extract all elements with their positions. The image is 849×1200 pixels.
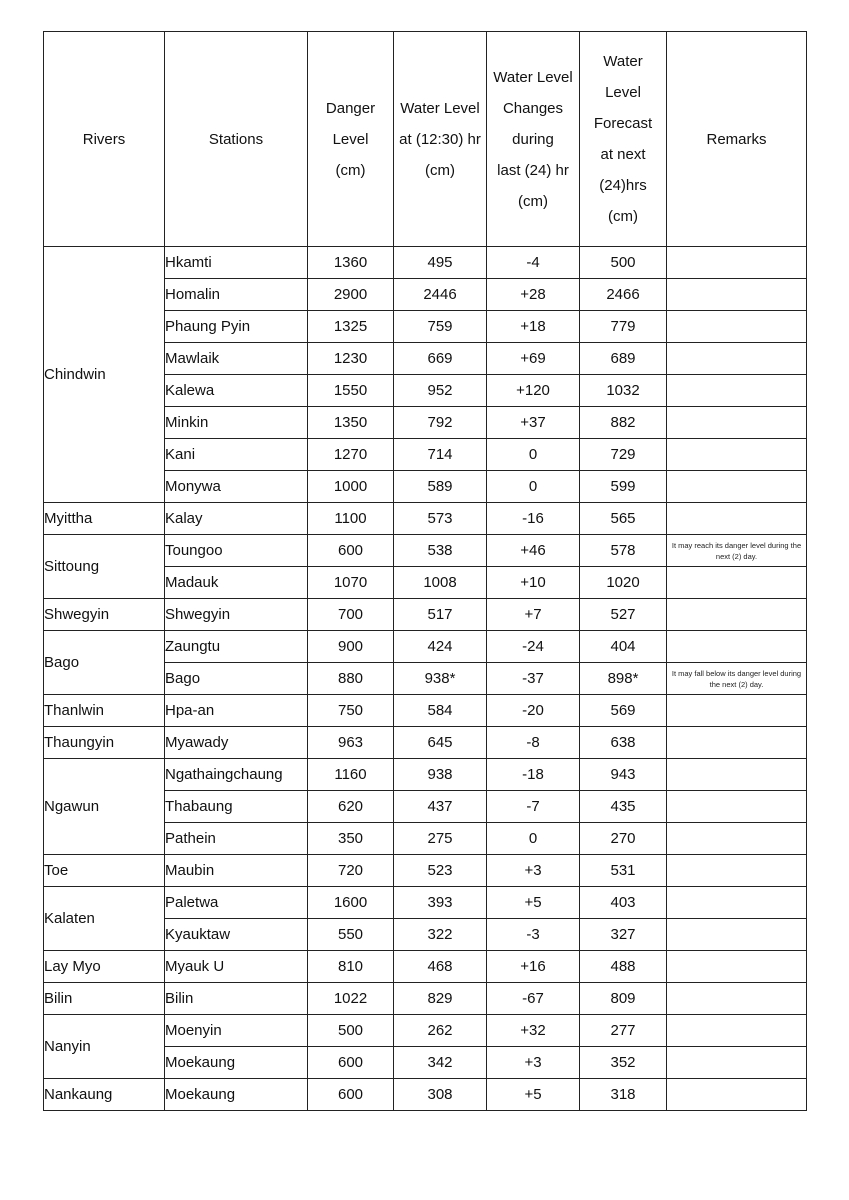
station-cell: Zaungtu: [165, 631, 308, 663]
forecast-cell: 531: [580, 855, 667, 887]
change-cell: 0: [487, 471, 580, 503]
station-cell: Moenyin: [165, 1015, 308, 1047]
station-cell: Shwegyin: [165, 599, 308, 631]
remark-cell: It may reach its danger level during the next (2) day.: [667, 535, 807, 567]
remark-cell: [667, 1047, 807, 1079]
danger-level-cell: 880: [308, 663, 394, 695]
remark-cell: [667, 311, 807, 343]
danger-level-cell: 1230: [308, 343, 394, 375]
header-line: Forecast: [593, 115, 653, 132]
current-level-cell: 1008: [394, 567, 487, 599]
remark-cell: [667, 599, 807, 631]
header-line: at (12:30) hr: [399, 130, 481, 148]
header-row: [44, 32, 807, 247]
header-line: last (24) hr: [497, 161, 569, 179]
header-line: at next: [600, 146, 646, 163]
current-level-cell: 669: [394, 343, 487, 375]
danger-level-cell: 900: [308, 631, 394, 663]
change-cell: -24: [487, 631, 580, 663]
remark-cell: [667, 439, 807, 471]
remark-cell: [667, 375, 807, 407]
forecast-cell: 500: [580, 247, 667, 279]
current-level-cell: 275: [394, 823, 487, 855]
station-cell: Monywa: [165, 471, 308, 503]
river-cell: Sittoung: [44, 535, 165, 599]
station-cell: Kyauktaw: [165, 919, 308, 951]
change-cell: +46: [487, 535, 580, 567]
change-cell: 0: [487, 823, 580, 855]
change-cell: +5: [487, 1079, 580, 1111]
danger-level-cell: 1600: [308, 887, 394, 919]
forecast-cell: 435: [580, 791, 667, 823]
river-cell: Shwegyin: [44, 599, 165, 631]
danger-level-cell: 600: [308, 1047, 394, 1079]
station-cell: Moekaung: [165, 1079, 308, 1111]
forecast-cell: 318: [580, 1079, 667, 1111]
table-row: [44, 535, 807, 567]
station-cell: Phaung Pyin: [165, 311, 308, 343]
forecast-cell: 898*: [580, 663, 667, 695]
danger-level-cell: 600: [308, 535, 394, 567]
current-level-cell: 437: [394, 791, 487, 823]
header-current-level: [394, 32, 487, 247]
remark-cell: [667, 1015, 807, 1047]
river-cell: Thaungyin: [44, 727, 165, 759]
station-cell: Pathein: [165, 823, 308, 855]
current-level-cell: 523: [394, 855, 487, 887]
forecast-cell: 2466: [580, 279, 667, 311]
current-level-cell: 308: [394, 1079, 487, 1111]
danger-level-cell: 500: [308, 1015, 394, 1047]
station-cell: Madauk: [165, 567, 308, 599]
danger-level-cell: 700: [308, 599, 394, 631]
header-forecast: [580, 32, 667, 247]
table-row: [44, 247, 807, 279]
station-cell: Bago: [165, 663, 308, 695]
current-level-cell: 759: [394, 311, 487, 343]
river-cell: Nanyin: [44, 1015, 165, 1079]
remark-cell: [667, 343, 807, 375]
river-cell: Thanlwin: [44, 695, 165, 727]
change-cell: +7: [487, 599, 580, 631]
current-level-cell: 589: [394, 471, 487, 503]
forecast-cell: 404: [580, 631, 667, 663]
current-level-cell: 829: [394, 983, 487, 1015]
forecast-cell: 689: [580, 343, 667, 375]
station-cell: Thabaung: [165, 791, 308, 823]
header-line: Water Level: [400, 99, 480, 117]
remark-cell: [667, 279, 807, 311]
header-change: [487, 32, 580, 247]
remark-cell: [667, 983, 807, 1015]
current-level-cell: 342: [394, 1047, 487, 1079]
header-line: Danger: [325, 99, 376, 117]
current-level-cell: 538: [394, 535, 487, 567]
change-cell: +3: [487, 855, 580, 887]
table-row: [44, 727, 807, 759]
forecast-cell: 527: [580, 599, 667, 631]
current-level-cell: 792: [394, 407, 487, 439]
station-cell: Ngathaingchaung: [165, 759, 308, 791]
current-level-cell: 424: [394, 631, 487, 663]
river-cell: Bago: [44, 631, 165, 695]
change-cell: +18: [487, 311, 580, 343]
remark-cell: [667, 791, 807, 823]
current-level-cell: 322: [394, 919, 487, 951]
forecast-cell: 1032: [580, 375, 667, 407]
station-cell: Myawady: [165, 727, 308, 759]
station-cell: Hkamti: [165, 247, 308, 279]
river-cell: Chindwin: [44, 247, 165, 503]
station-cell: Kalewa: [165, 375, 308, 407]
header-rivers: Rivers: [44, 32, 165, 247]
table-row: [44, 1079, 807, 1111]
current-level-cell: 468: [394, 951, 487, 983]
forecast-cell: 403: [580, 887, 667, 919]
current-level-cell: 393: [394, 887, 487, 919]
forecast-cell: 1020: [580, 567, 667, 599]
current-level-cell: 952: [394, 375, 487, 407]
station-cell: Mawlaik: [165, 343, 308, 375]
danger-level-cell: 810: [308, 951, 394, 983]
change-cell: -7: [487, 791, 580, 823]
change-cell: +10: [487, 567, 580, 599]
change-cell: -8: [487, 727, 580, 759]
forecast-cell: 569: [580, 695, 667, 727]
table-row: [44, 759, 807, 791]
danger-level-cell: 620: [308, 791, 394, 823]
danger-level-cell: 1550: [308, 375, 394, 407]
change-cell: -16: [487, 503, 580, 535]
current-level-cell: 262: [394, 1015, 487, 1047]
danger-level-cell: 1270: [308, 439, 394, 471]
header-danger-level: [308, 32, 394, 247]
forecast-cell: 565: [580, 503, 667, 535]
danger-level-cell: 1022: [308, 983, 394, 1015]
current-level-cell: 645: [394, 727, 487, 759]
remark-cell: [667, 503, 807, 535]
danger-level-cell: 1000: [308, 471, 394, 503]
station-cell: Toungoo: [165, 535, 308, 567]
remark-cell: [667, 471, 807, 503]
current-level-cell: 573: [394, 503, 487, 535]
station-cell: Hpa-an: [165, 695, 308, 727]
remark-cell: It may fall below its danger level during the next (2) day.: [667, 663, 807, 695]
remark-cell: [667, 887, 807, 919]
danger-level-cell: 1360: [308, 247, 394, 279]
table-row: [44, 855, 807, 887]
current-level-cell: 714: [394, 439, 487, 471]
forecast-cell: 578: [580, 535, 667, 567]
header-line: Level: [605, 84, 641, 101]
table-body: [44, 247, 807, 1111]
forecast-cell: 277: [580, 1015, 667, 1047]
remark-cell: [667, 407, 807, 439]
header-stations: Stations: [165, 32, 308, 247]
change-cell: +3: [487, 1047, 580, 1079]
forecast-cell: 488: [580, 951, 667, 983]
danger-level-cell: 1325: [308, 311, 394, 343]
forecast-cell: 779: [580, 311, 667, 343]
remark-cell: [667, 631, 807, 663]
current-level-cell: 2446: [394, 279, 487, 311]
table-row: [44, 1015, 807, 1047]
danger-level-cell: 350: [308, 823, 394, 855]
current-level-cell: 938: [394, 759, 487, 791]
table-row: [44, 951, 807, 983]
header-line: (24)hrs: [599, 177, 647, 194]
current-level-cell: 517: [394, 599, 487, 631]
change-cell: -18: [487, 759, 580, 791]
change-cell: +28: [487, 279, 580, 311]
danger-level-cell: 2900: [308, 279, 394, 311]
forecast-cell: 809: [580, 983, 667, 1015]
river-cell: Bilin: [44, 983, 165, 1015]
danger-level-cell: 750: [308, 695, 394, 727]
current-level-cell: 938*: [394, 663, 487, 695]
danger-level-cell: 1160: [308, 759, 394, 791]
remark-cell: [667, 855, 807, 887]
river-cell: Ngawun: [44, 759, 165, 855]
station-cell: Moekaung: [165, 1047, 308, 1079]
table-row: [44, 599, 807, 631]
remark-cell: [667, 1079, 807, 1111]
change-cell: -20: [487, 695, 580, 727]
station-cell: Bilin: [165, 983, 308, 1015]
danger-level-cell: 720: [308, 855, 394, 887]
header-line: Level: [332, 130, 369, 148]
station-cell: Maubin: [165, 855, 308, 887]
danger-level-cell: 1070: [308, 567, 394, 599]
remark-cell: [667, 567, 807, 599]
danger-level-cell: 1350: [308, 407, 394, 439]
forecast-cell: 882: [580, 407, 667, 439]
change-cell: +120: [487, 375, 580, 407]
header-remarks: Remarks: [667, 32, 807, 247]
river-cell: Kalaten: [44, 887, 165, 951]
current-level-cell: 495: [394, 247, 487, 279]
change-cell: +16: [487, 951, 580, 983]
remark-cell: [667, 695, 807, 727]
header-line: (cm): [518, 192, 548, 210]
current-level-cell: 584: [394, 695, 487, 727]
header-line: during: [512, 130, 554, 148]
change-cell: -67: [487, 983, 580, 1015]
table-row: [44, 503, 807, 535]
station-cell: Kani: [165, 439, 308, 471]
river-cell: Lay Myo: [44, 951, 165, 983]
header-line: Water: [603, 53, 643, 70]
table-row: [44, 631, 807, 663]
header-line: (cm): [335, 161, 366, 179]
station-cell: Kalay: [165, 503, 308, 535]
change-cell: 0: [487, 439, 580, 471]
remark-cell: [667, 919, 807, 951]
table-row: [44, 887, 807, 919]
danger-level-cell: 550: [308, 919, 394, 951]
river-cell: Toe: [44, 855, 165, 887]
change-cell: +32: [487, 1015, 580, 1047]
remark-cell: [667, 759, 807, 791]
river-cell: Nankaung: [44, 1079, 165, 1111]
station-cell: Paletwa: [165, 887, 308, 919]
remark-cell: [667, 951, 807, 983]
header-line: Changes: [502, 99, 564, 117]
river-cell: Myittha: [44, 503, 165, 535]
station-cell: Homalin: [165, 279, 308, 311]
river-water-level-table: [43, 31, 807, 1111]
forecast-cell: 943: [580, 759, 667, 791]
change-cell: -4: [487, 247, 580, 279]
remark-cell: [667, 823, 807, 855]
header-line: Water Level: [493, 68, 573, 86]
danger-level-cell: 600: [308, 1079, 394, 1111]
change-cell: -37: [487, 663, 580, 695]
forecast-cell: 327: [580, 919, 667, 951]
forecast-cell: 638: [580, 727, 667, 759]
remark-cell: [667, 247, 807, 279]
change-cell: +37: [487, 407, 580, 439]
header-line: (cm): [608, 208, 638, 225]
table-row: [44, 695, 807, 727]
danger-level-cell: 1100: [308, 503, 394, 535]
forecast-cell: 729: [580, 439, 667, 471]
change-cell: +69: [487, 343, 580, 375]
forecast-cell: 599: [580, 471, 667, 503]
change-cell: +5: [487, 887, 580, 919]
remark-cell: [667, 727, 807, 759]
forecast-cell: 270: [580, 823, 667, 855]
forecast-cell: 352: [580, 1047, 667, 1079]
station-cell: Myauk U: [165, 951, 308, 983]
table-row: [44, 983, 807, 1015]
change-cell: -3: [487, 919, 580, 951]
header-line: (cm): [425, 161, 455, 179]
danger-level-cell: 963: [308, 727, 394, 759]
station-cell: Minkin: [165, 407, 308, 439]
